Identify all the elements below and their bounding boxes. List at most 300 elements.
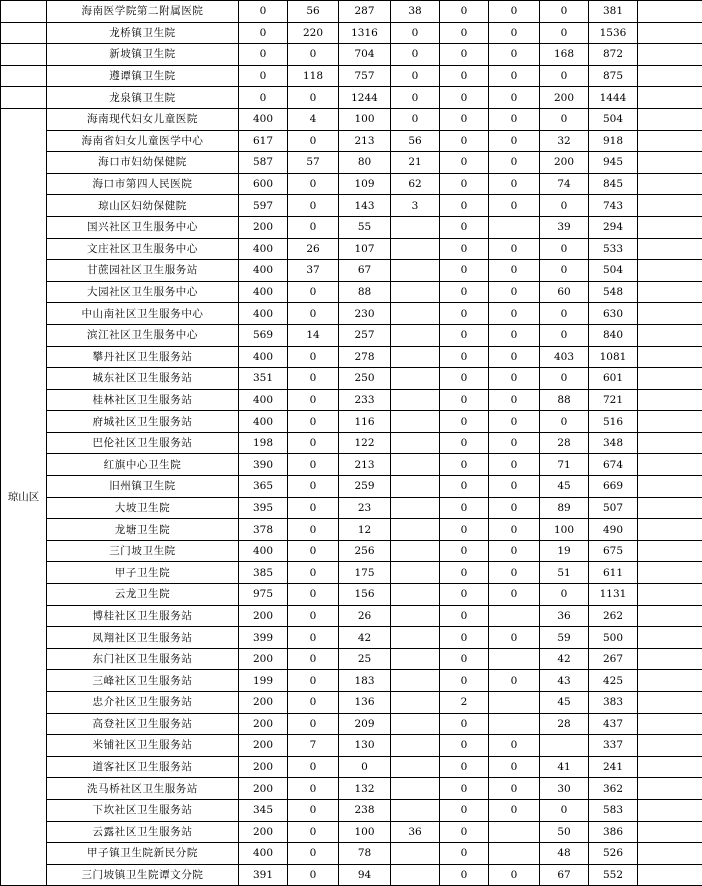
col-3-cell: 183 [339,670,391,692]
table-row [1,173,702,195]
col-5-cell: 0 [440,22,489,44]
col-4-cell [391,519,440,541]
facility-name-cell: 桂林社区卫生服务站 [47,389,239,411]
col-7-cell: 0 [540,22,589,44]
col-5-cell: 0 [440,605,489,627]
notes-cell [638,152,702,174]
notes-cell [638,324,702,346]
col-1-cell: 400 [239,540,288,562]
col-5-cell: 0 [440,87,489,109]
col-2-cell: 0 [288,648,339,670]
notes-cell [638,756,702,778]
col-7-cell: 41 [540,756,589,778]
col-3-cell: 67 [339,260,391,282]
table-row [1,778,702,800]
col-2-cell: 0 [288,216,339,238]
col-4-cell: 62 [391,173,440,195]
facility-name-cell: 甲子卫生院 [47,562,239,584]
table-row [1,648,702,670]
col-1-cell: 200 [239,605,288,627]
col-2-cell: 0 [288,173,339,195]
district-label: 琼山区 [1,108,47,885]
col-6-cell: 0 [489,281,540,303]
table-row [1,821,702,843]
total-cell: 1536 [589,22,638,44]
col-2-cell: 0 [288,562,339,584]
district-cell [1,65,47,87]
total-cell: 1081 [589,346,638,368]
col-4-cell: 56 [391,130,440,152]
notes-cell [638,87,702,109]
table-row [1,87,702,109]
notes-cell [638,692,702,714]
district-cell [1,44,47,66]
total-cell: 348 [589,432,638,454]
facility-name-cell: 海南现代妇女儿童医院 [47,108,239,130]
col-3-cell: 257 [339,324,391,346]
col-5-cell: 0 [440,346,489,368]
district-cell [1,22,47,44]
col-1-cell: 0 [239,65,288,87]
total-cell: 552 [589,864,638,886]
col-5-cell: 0 [440,260,489,282]
col-4-cell [391,324,440,346]
table-row [1,346,702,368]
col-1-cell: 400 [239,108,288,130]
col-3-cell: 278 [339,346,391,368]
col-3-cell: 132 [339,778,391,800]
col-2-cell: 0 [288,692,339,714]
table-row [1,130,702,152]
col-6-cell: 0 [489,778,540,800]
total-cell: 490 [589,519,638,541]
col-3-cell: 757 [339,65,391,87]
table-body [1,1,702,886]
facility-name-cell: 东门社区卫生服务站 [47,648,239,670]
notes-cell [638,411,702,433]
col-6-cell: 0 [489,173,540,195]
table-row [1,519,702,541]
col-3-cell: 25 [339,648,391,670]
col-5-cell: 0 [440,324,489,346]
col-7-cell: 168 [540,44,589,66]
col-2-cell: 26 [288,238,339,260]
col-4-cell: 3 [391,195,440,217]
col-2-cell: 0 [288,497,339,519]
col-4-cell [391,476,440,498]
col-1-cell: 200 [239,648,288,670]
col-3-cell: 94 [339,864,391,886]
col-6-cell [489,648,540,670]
col-1-cell: 390 [239,454,288,476]
total-cell: 1444 [589,87,638,109]
facility-name-cell: 洗马桥社区卫生服务站 [47,778,239,800]
col-4-cell [391,411,440,433]
table-row [1,756,702,778]
notes-cell [638,497,702,519]
col-2-cell: 0 [288,368,339,390]
total-cell: 674 [589,454,638,476]
col-5-cell: 0 [440,713,489,735]
col-7-cell: 51 [540,562,589,584]
col-4-cell: 36 [391,821,440,843]
facility-name-cell: 国兴社区卫生服务中心 [47,216,239,238]
col-2-cell: 57 [288,152,339,174]
col-7-cell: 0 [540,108,589,130]
col-1-cell: 200 [239,735,288,757]
col-7-cell: 59 [540,627,589,649]
col-2-cell: 0 [288,130,339,152]
col-1-cell: 0 [239,44,288,66]
total-cell: 500 [589,627,638,649]
col-5-cell: 0 [440,281,489,303]
col-1-cell: 200 [239,713,288,735]
col-5-cell: 0 [440,778,489,800]
col-4-cell: 0 [391,87,440,109]
total-cell: 516 [589,411,638,433]
table-row [1,389,702,411]
col-3-cell: 42 [339,627,391,649]
col-7-cell: 45 [540,476,589,498]
col-2-cell: 0 [288,454,339,476]
total-cell: 583 [589,799,638,821]
col-7-cell: 43 [540,670,589,692]
facility-name-cell: 云龙卫生院 [47,584,239,606]
total-cell: 669 [589,476,638,498]
col-2-cell: 0 [288,778,339,800]
total-cell: 675 [589,540,638,562]
facility-name-cell: 城东社区卫生服务站 [47,368,239,390]
col-3-cell: 107 [339,238,391,260]
notes-cell [638,216,702,238]
notes-cell [638,22,702,44]
notes-cell [638,540,702,562]
col-2-cell: 0 [288,821,339,843]
total-cell: 383 [589,692,638,714]
facility-name-cell: 巴伦社区卫生服务站 [47,432,239,454]
col-7-cell: 88 [540,389,589,411]
facility-name-cell: 琼山区妇幼保健院 [47,195,239,217]
col-1-cell: 587 [239,152,288,174]
total-cell: 918 [589,130,638,152]
col-4-cell [391,799,440,821]
col-3-cell: 238 [339,799,391,821]
col-3-cell: 156 [339,584,391,606]
district-cell [1,87,47,109]
total-cell: 945 [589,152,638,174]
table-row [1,324,702,346]
col-4-cell [391,260,440,282]
col-7-cell: 0 [540,799,589,821]
col-5-cell: 0 [440,368,489,390]
col-4-cell [391,713,440,735]
col-5-cell: 0 [440,562,489,584]
col-3-cell: 175 [339,562,391,584]
col-7-cell: 28 [540,713,589,735]
col-7-cell: 50 [540,821,589,843]
col-4-cell [391,540,440,562]
col-6-cell: 0 [489,238,540,260]
col-5-cell: 0 [440,152,489,174]
col-1-cell: 0 [239,87,288,109]
col-6-cell: 0 [489,130,540,152]
total-cell: 872 [589,44,638,66]
col-5-cell: 0 [440,843,489,865]
facility-name-cell: 下坎社区卫生服务站 [47,799,239,821]
col-4-cell: 21 [391,152,440,174]
table-row [1,670,702,692]
total-cell: 845 [589,173,638,195]
col-6-cell [489,216,540,238]
facility-name-cell: 甘蔗园社区卫生服务站 [47,260,239,282]
facility-name-cell: 新坡镇卫生院 [47,44,239,66]
notes-cell [638,864,702,886]
facility-name-cell: 海南医学院第二附属医院 [47,1,239,23]
col-5-cell: 0 [440,735,489,757]
col-1-cell: 975 [239,584,288,606]
total-cell: 267 [589,648,638,670]
col-4-cell [391,778,440,800]
total-cell: 381 [589,1,638,23]
col-4-cell [391,562,440,584]
col-1-cell: 400 [239,411,288,433]
col-3-cell: 256 [339,540,391,562]
col-1-cell: 0 [239,1,288,23]
col-1-cell: 395 [239,497,288,519]
col-7-cell: 48 [540,843,589,865]
notes-cell [638,303,702,325]
col-2-cell: 0 [288,519,339,541]
col-5-cell: 2 [440,692,489,714]
col-5-cell: 0 [440,584,489,606]
col-5-cell: 0 [440,44,489,66]
col-2-cell: 0 [288,799,339,821]
col-2-cell: 7 [288,735,339,757]
table-row [1,540,702,562]
table-row [1,605,702,627]
col-6-cell: 0 [489,454,540,476]
col-1-cell: 391 [239,864,288,886]
col-4-cell [391,692,440,714]
table-row [1,799,702,821]
col-4-cell [391,454,440,476]
total-cell: 743 [589,195,638,217]
table-row [1,454,702,476]
total-cell: 611 [589,562,638,584]
total-cell: 875 [589,65,638,87]
col-7-cell: 0 [540,303,589,325]
col-3-cell: 78 [339,843,391,865]
total-cell: 533 [589,238,638,260]
facility-name-cell: 米铺社区卫生服务站 [47,735,239,757]
col-3-cell: 704 [339,44,391,66]
col-4-cell [391,368,440,390]
col-7-cell: 0 [540,238,589,260]
col-7-cell: 28 [540,432,589,454]
facility-name-cell: 龙泉镇卫生院 [47,87,239,109]
col-1-cell: 200 [239,778,288,800]
table-row [1,627,702,649]
col-7-cell: 71 [540,454,589,476]
facility-name-cell: 三门坡卫生院 [47,540,239,562]
total-cell: 548 [589,281,638,303]
col-7-cell: 0 [540,260,589,282]
col-2-cell: 0 [288,864,339,886]
notes-cell [638,195,702,217]
col-4-cell [391,627,440,649]
facility-name-cell: 三峰社区卫生服务站 [47,670,239,692]
facility-name-cell: 甲子镇卫生院新民分院 [47,843,239,865]
notes-cell [638,562,702,584]
col-7-cell: 200 [540,87,589,109]
col-3-cell: 23 [339,497,391,519]
col-3-cell: 100 [339,821,391,843]
table-row [1,692,702,714]
col-6-cell: 0 [489,87,540,109]
col-2-cell: 0 [288,432,339,454]
col-4-cell [391,756,440,778]
col-7-cell: 36 [540,605,589,627]
col-2-cell: 56 [288,1,339,23]
col-5-cell: 0 [440,411,489,433]
col-1-cell: 600 [239,173,288,195]
col-2-cell: 37 [288,260,339,282]
col-4-cell [391,281,440,303]
col-1-cell: 378 [239,519,288,541]
col-4-cell: 0 [391,108,440,130]
col-7-cell: 30 [540,778,589,800]
total-cell: 840 [589,324,638,346]
notes-cell [638,368,702,390]
col-4-cell: 0 [391,44,440,66]
table-row [1,303,702,325]
col-7-cell: 32 [540,130,589,152]
col-1-cell: 400 [239,346,288,368]
notes-cell [638,454,702,476]
col-1-cell: 400 [239,389,288,411]
col-3-cell: 213 [339,454,391,476]
col-7-cell: 45 [540,692,589,714]
col-3-cell: 26 [339,605,391,627]
col-5-cell: 0 [440,238,489,260]
col-1-cell: 400 [239,281,288,303]
col-5-cell: 0 [440,476,489,498]
col-2-cell: 0 [288,584,339,606]
col-7-cell: 0 [540,324,589,346]
total-cell: 241 [589,756,638,778]
col-1-cell: 569 [239,324,288,346]
facility-name-cell: 红旗中心卫生院 [47,454,239,476]
col-5-cell: 0 [440,389,489,411]
col-4-cell [391,346,440,368]
facility-name-cell: 府城社区卫生服务站 [47,411,239,433]
facility-name-cell: 大坡卫生院 [47,497,239,519]
col-1-cell: 200 [239,756,288,778]
col-1-cell: 200 [239,692,288,714]
col-4-cell [391,735,440,757]
col-5-cell: 0 [440,432,489,454]
notes-cell [638,670,702,692]
col-6-cell: 0 [489,562,540,584]
col-5-cell: 0 [440,540,489,562]
col-2-cell: 0 [288,670,339,692]
col-7-cell: 0 [540,584,589,606]
col-6-cell: 0 [489,584,540,606]
col-3-cell: 0 [339,756,391,778]
col-6-cell: 0 [489,44,540,66]
facility-name-cell: 海口市第四人民医院 [47,173,239,195]
col-6-cell: 0 [489,497,540,519]
total-cell: 437 [589,713,638,735]
col-3-cell: 130 [339,735,391,757]
col-7-cell: 74 [540,173,589,195]
notes-cell [638,713,702,735]
total-cell: 337 [589,735,638,757]
table-row [1,1,702,23]
notes-cell [638,778,702,800]
col-2-cell: 0 [288,87,339,109]
total-cell: 630 [589,303,638,325]
col-5-cell: 0 [440,821,489,843]
total-cell: 504 [589,260,638,282]
col-7-cell: 67 [540,864,589,886]
col-3-cell: 143 [339,195,391,217]
col-5-cell: 0 [440,65,489,87]
col-6-cell: 0 [489,260,540,282]
col-4-cell [391,432,440,454]
col-6-cell: 0 [489,303,540,325]
table-row [1,238,702,260]
col-6-cell: 0 [489,195,540,217]
col-1-cell: 200 [239,821,288,843]
facility-name-cell: 遵谭镇卫生院 [47,65,239,87]
col-2-cell: 0 [288,713,339,735]
col-7-cell: 403 [540,346,589,368]
col-3-cell: 55 [339,216,391,238]
notes-cell [638,843,702,865]
facility-name-cell: 龙塘卫生院 [47,519,239,541]
col-6-cell: 0 [489,756,540,778]
col-5-cell: 0 [440,648,489,670]
col-1-cell: 385 [239,562,288,584]
facility-name-cell: 云露社区卫生服务站 [47,821,239,843]
table-row [1,713,702,735]
col-3-cell: 233 [339,389,391,411]
col-6-cell: 0 [489,346,540,368]
col-5-cell: 0 [440,756,489,778]
col-1-cell: 400 [239,843,288,865]
table-row [1,368,702,390]
col-1-cell: 365 [239,476,288,498]
col-3-cell: 12 [339,519,391,541]
col-6-cell [489,713,540,735]
col-2-cell: 0 [288,346,339,368]
col-3-cell: 287 [339,1,391,23]
col-5-cell: 0 [440,130,489,152]
col-1-cell: 400 [239,303,288,325]
notes-cell [638,260,702,282]
notes-cell [638,281,702,303]
col-2-cell: 0 [288,195,339,217]
col-1-cell: 345 [239,799,288,821]
col-6-cell [489,821,540,843]
table-row [1,562,702,584]
col-7-cell [540,735,589,757]
col-3-cell: 116 [339,411,391,433]
col-7-cell: 19 [540,540,589,562]
col-5-cell: 0 [440,670,489,692]
col-6-cell: 0 [489,432,540,454]
